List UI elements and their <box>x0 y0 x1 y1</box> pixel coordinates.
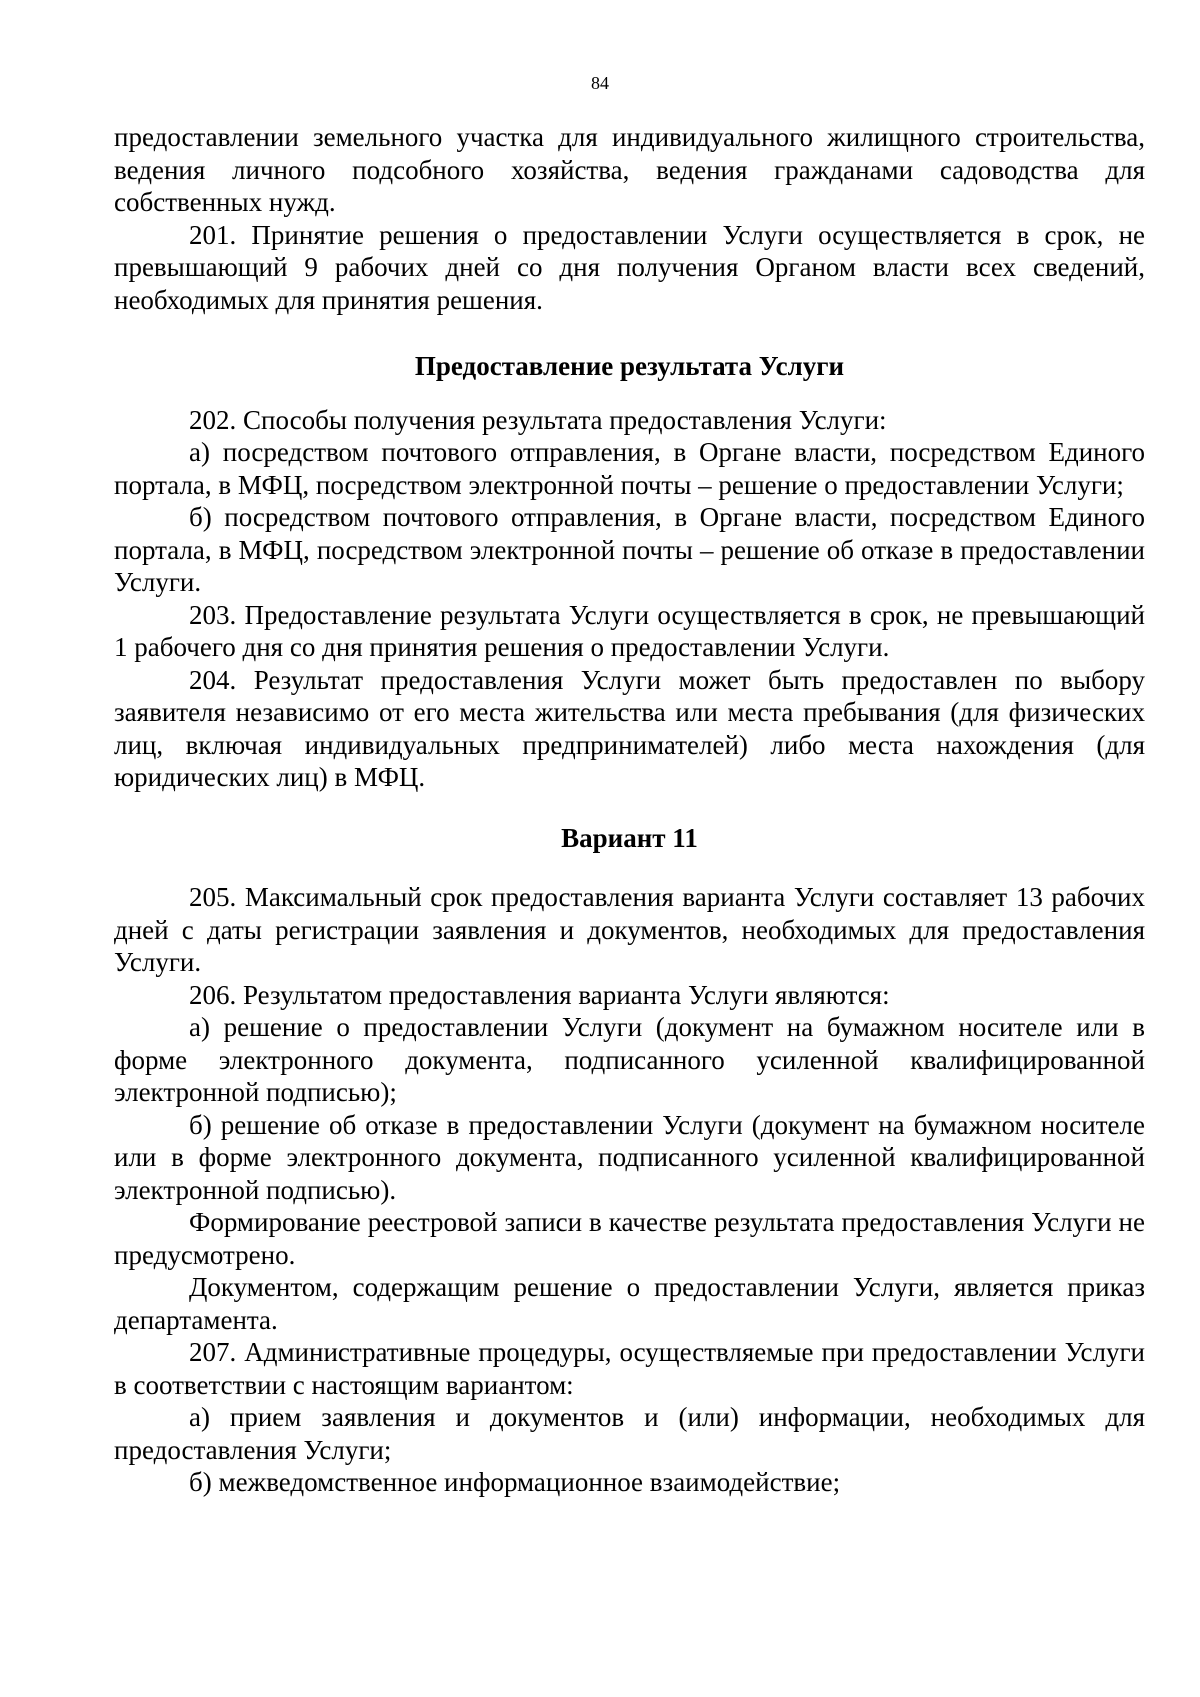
paragraph-206: 206. Результатом предоставления варианта Услуги являются: <box>189 979 890 1010</box>
paragraph-206-a: а) решение о предоставлении Услуги (документ на бумажном носителе или в форме электронного документа, подписанного усиленной квалифицированной электронной подписью); <box>114 1012 1145 1107</box>
paragraph-203: 203. Предоставление результата Услуги осуществляется в срок, не превышающий 1 рабочего дня со дня принятия решения о предоставлении Услуги. <box>114 599 1145 662</box>
paragraph-continuation: предоставлении земельного участка для индивидуального жилищного строительства, ведения личного подсобного хозяйства, ведения гражданами садоводства для собственных нужд. <box>114 122 1145 217</box>
paragraph-201: 201. Принятие решения о предоставлении Услуги осуществляется в срок, не превышающий 9 рабочих дней со дня получения Органом власти всех сведений, необходимых для принятия решения. <box>114 219 1145 315</box>
section-heading-variant-11: Вариант 11 <box>561 822 698 853</box>
paragraph-202-b: б) посредством почтового отправления, в Органе власти, посредством Единого портала, в МФЦ, посредством электронной почты – решение об отказе в предоставлении Услуги. <box>114 502 1145 597</box>
paragraph-207-a: а) прием заявления и документов и (или) информации, необходимых для предоставления Услуги; <box>114 1402 1145 1465</box>
page-number: 84 <box>591 73 609 93</box>
document-body <box>114 121 1145 1499</box>
paragraph-202-a: а) посредством почтового отправления, в Органе власти, посредством Единого портала, в МФЦ, посредством электронной почты – решение о предоставлении Услуги; <box>114 437 1145 500</box>
paragraph-204: 204. Результат предоставления Услуги может быть предоставлен по выбору заявителя независимо от его места жительства или места пребывания (для физических лиц, включая индивидуальных предпринимателей) либо места нахождения (для юридических лиц) в МФЦ. <box>114 664 1145 792</box>
paragraph-order-document: Документом, содержащим решение о предоставлении Услуги, является приказ департамента. <box>114 1272 1145 1335</box>
paragraph-registry-record: Формирование реестровой записи в качестве результата предоставления Услуги не предусмотрено. <box>114 1207 1145 1270</box>
paragraph-207: 207. Административные процедуры, осуществляемые при предоставлении Услуги в соответствии с настоящим вариантом: <box>114 1337 1145 1400</box>
paragraph-207-b: б) межведомственное информационное взаимодействие; <box>189 1467 841 1497</box>
paragraph-202: 202. Способы получения результата предоставления Услуги: <box>189 404 887 435</box>
paragraph-205: 205. Максимальный срок предоставления варианта Услуги составляет 13 рабочих дней с даты регистрации заявления и документов, необходимых для предоставления Услуги. <box>114 882 1145 977</box>
section-heading-result: Предоставление результата Услуги <box>414 351 845 381</box>
paragraph-206-b: б) решение об отказе в предоставлении Услуги (документ на бумажном носителе или в форме электронного документа, подписанного усиленной квалифицированной электронной подписью). <box>114 1109 1145 1205</box>
